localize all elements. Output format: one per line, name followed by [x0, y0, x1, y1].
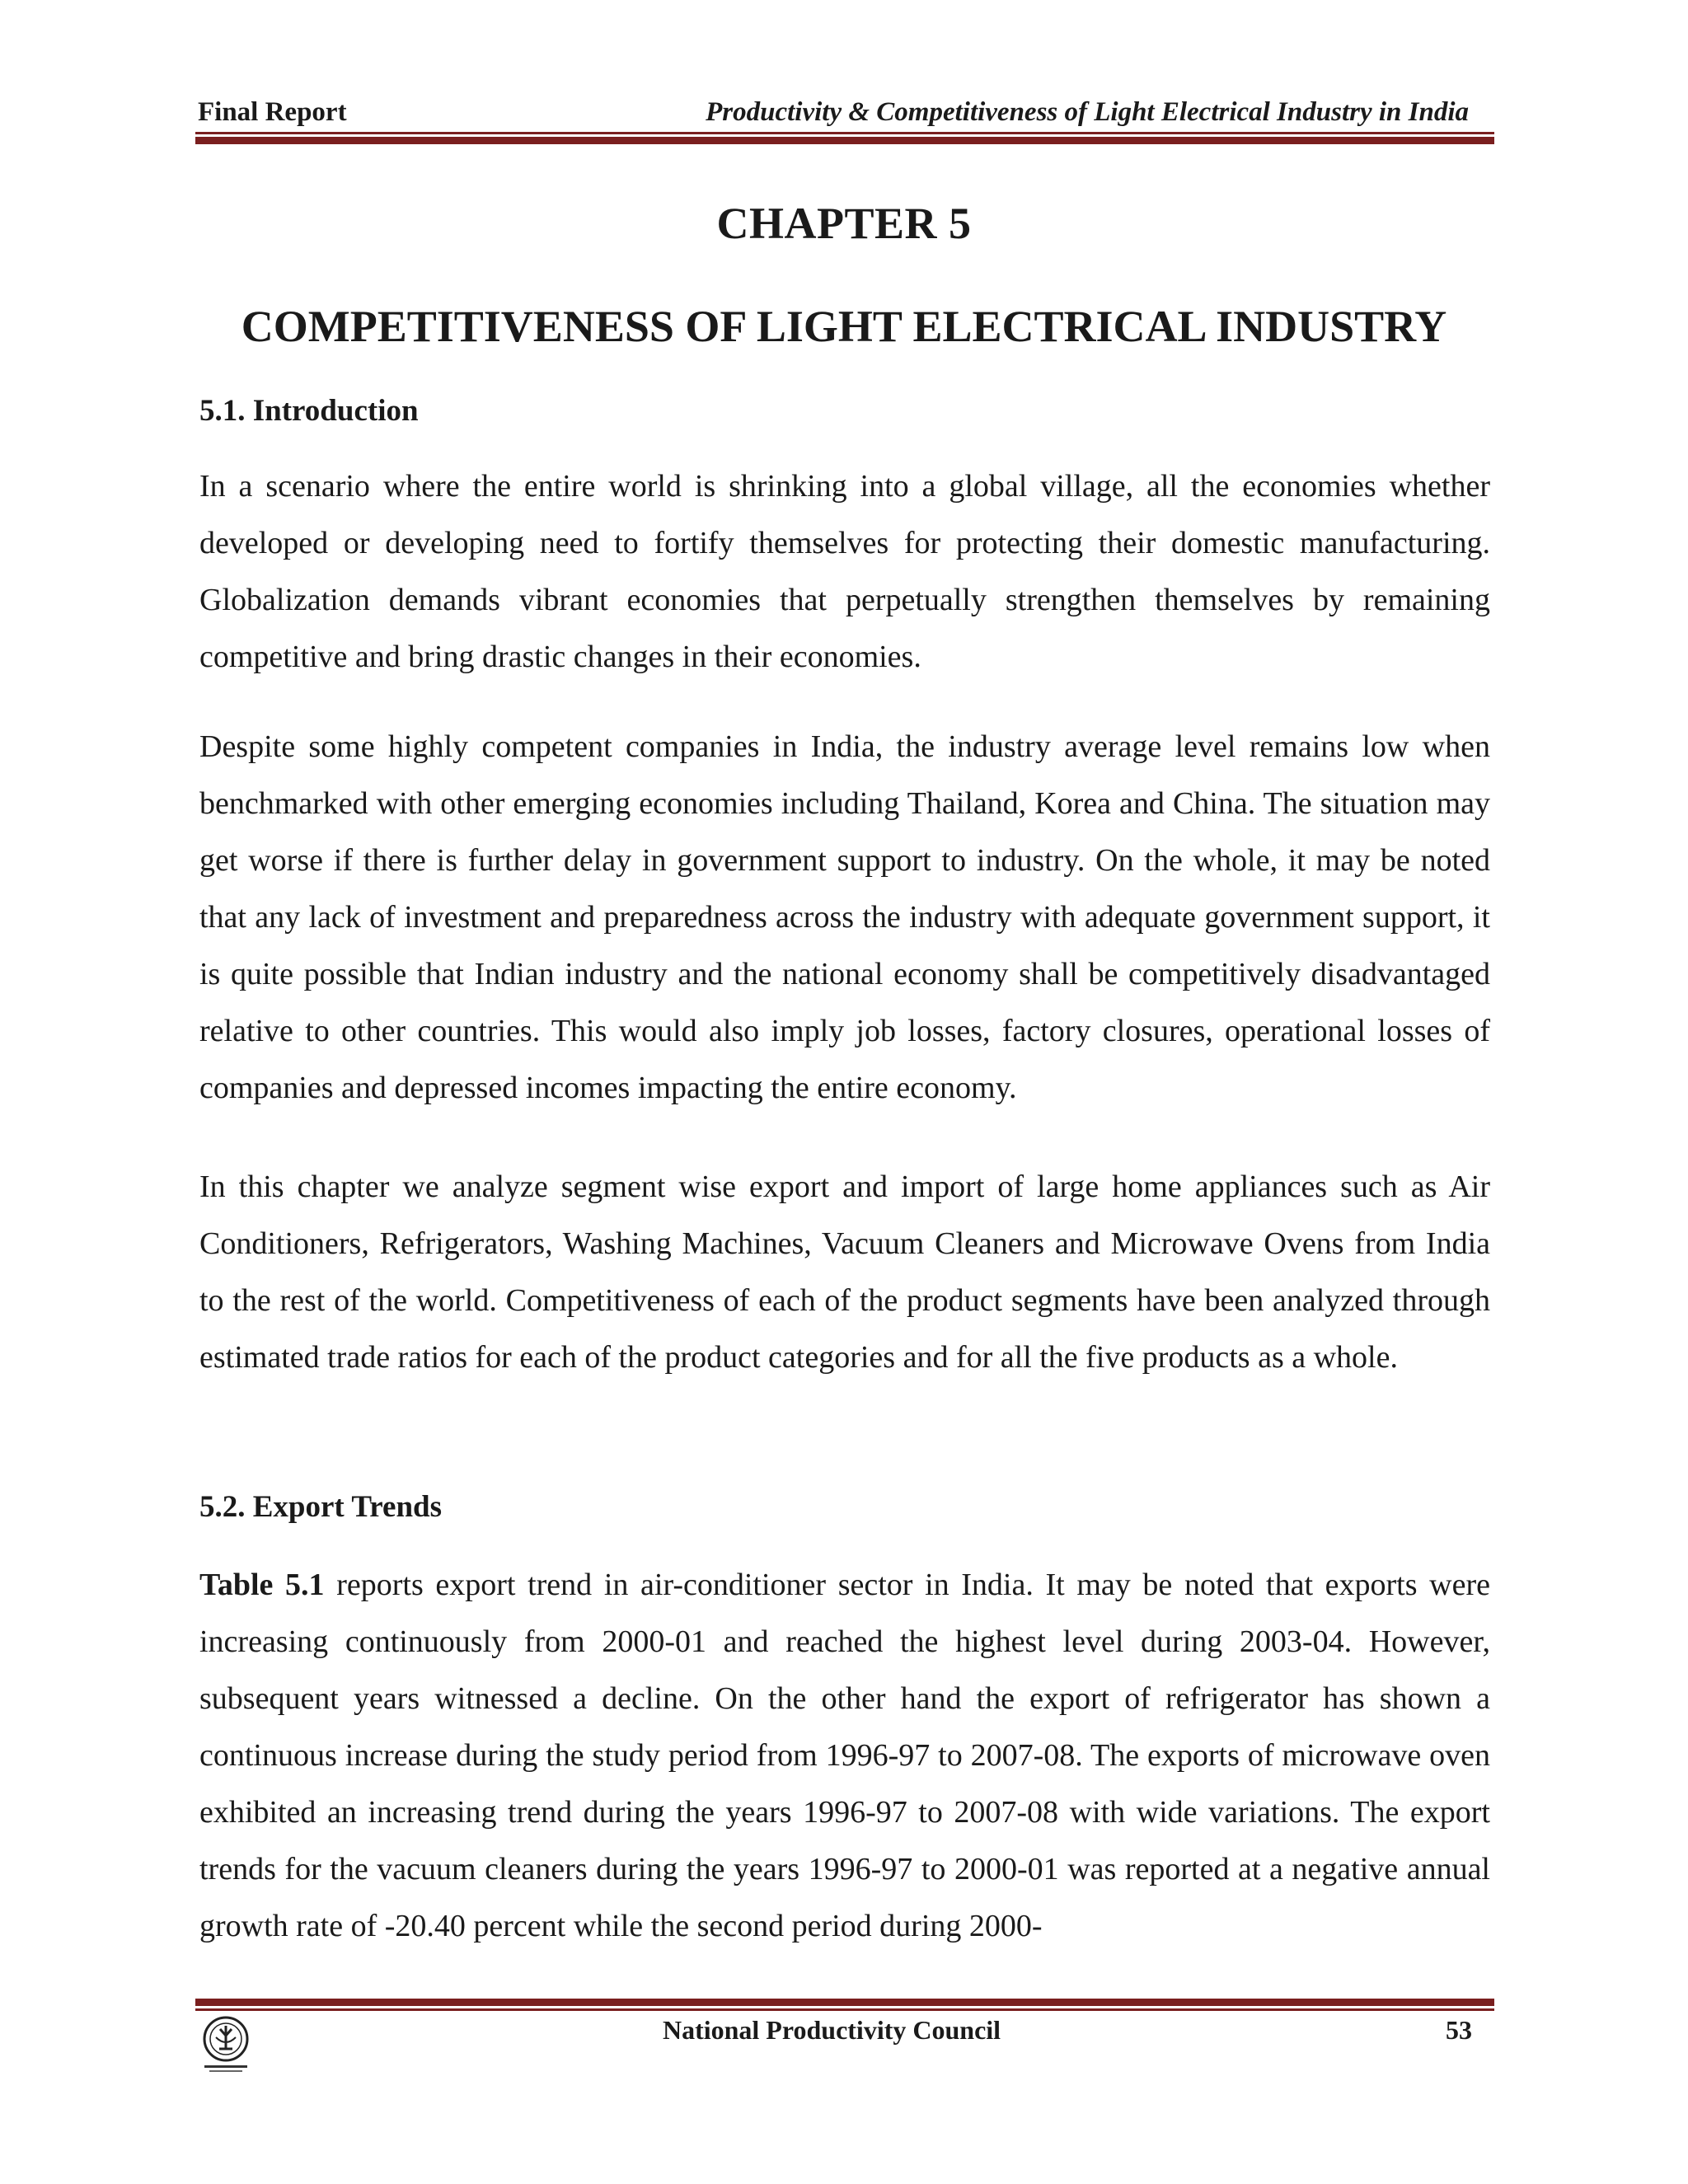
section-heading-introduction: 5.1. Introduction — [199, 394, 419, 428]
paragraph-export-text: reports export trend in air-conditioner sector in India. It may be noted that exports were increasing continuously from 2000-01 and reached the highest level during 2003-04. However, subsequent years witnessed a decline. On the other hand the export of refrigerator has shown a continuous increase during the study period from 1996-97 to 2007-08. The exports of microwave oven exhibited an increasing trend during the years 1996-97 to 2007-08 with wide variations. The export trends for the vacuum cleaners during the years 1996-97 to 2000-01 was reported at a negative annual growth rate of -20.40 percent while the second period during 2000- — [199, 1568, 1490, 1943]
page-number: 53 — [1446, 2015, 1472, 2045]
header-rule-thick — [195, 137, 1494, 144]
header-left: Final Report — [198, 97, 347, 127]
table-reference: Table 5.1 — [199, 1568, 325, 1602]
footer-rule-thin — [195, 2008, 1494, 2011]
footer-organization: National Productivity Council — [662, 2015, 1001, 2045]
chapter-title: COMPETITIVENESS OF LIGHT ELECTRICAL INDUSTRY — [241, 302, 1447, 351]
paragraph-intro-3: In this chapter we analyze segment wise export and import of large home appliances such as Air Conditioners, Refrigerators, Washing Machines, Vacuum Cleaners and Microwave Ovens from India to the rest of the world. Competitiveness of each of the product segments have been analyzed through estimated trade ratios for each of the product categories and for all the five products as a whole. — [199, 1169, 1490, 1375]
header-right: Productivity & Competitiveness of Light Electrical Industry in India — [706, 97, 1469, 127]
chapter-label: CHAPTER 5 — [716, 199, 972, 248]
section-heading-export-trends: 5.2. Export Trends — [199, 1490, 442, 1524]
header-rule-thin — [195, 132, 1494, 134]
paragraph-export-1 — [199, 1557, 1490, 1955]
paragraph-intro-2: Despite some highly competent companies in India, the industry average level remains low when benchmarked with other emerging economies including Thailand, Korea and China. The situation may get worse if there is further delay in government support to industry. On the whole, it may be noted that any lack of investment and preparedness across the industry with adequate government support, it is quite possible that Indian industry and the national economy shall be competitively disadvantaged relative to other countries. This would also imply job losses, factory closures, operational losses of companies and depressed incomes impacting the entire economy. — [199, 729, 1490, 1105]
footer-rule-thick — [195, 1999, 1494, 2006]
paragraph-intro-1: In a scenario where the entire world is shrinking into a global village, all the economies whether developed or developing need to fortify themselves for protecting their domestic manufacturing. Globalization demands vibrant economies that perpetually strengthen themselves by remaining competitive and bring drastic changes in their economies. — [199, 469, 1490, 674]
